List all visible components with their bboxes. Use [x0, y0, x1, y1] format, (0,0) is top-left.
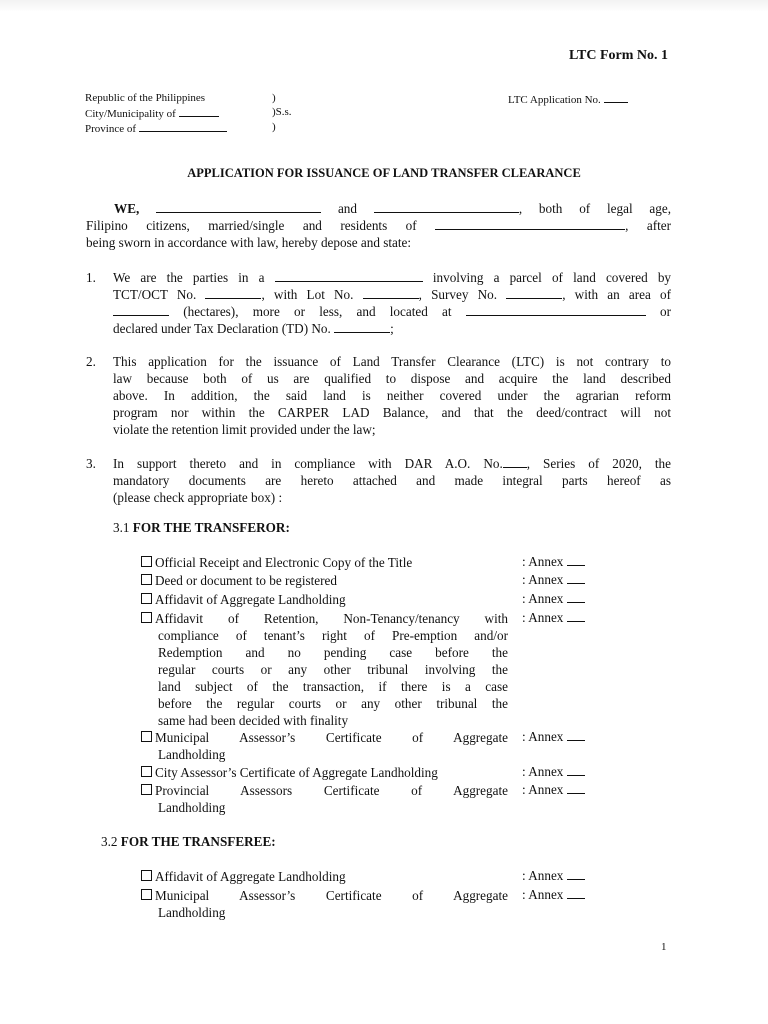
application-no-blank[interactable]	[604, 91, 628, 103]
annex-blank[interactable]	[567, 764, 585, 776]
document-label: Deed or document to be registered	[155, 573, 337, 588]
item-3-line-3: (please check appropriate box) :	[113, 490, 283, 505]
annex-label: : Annex	[522, 782, 564, 797]
checklist-item	[141, 572, 337, 590]
province-blank[interactable]	[139, 120, 227, 132]
item-2-line: This application for the issuance of Land Transfer Clearance (LTC) is not contrary to	[113, 354, 671, 369]
annex-field	[522, 782, 585, 798]
item-3-line-2: mandatory documents are hereto attached and made integral parts hereof as	[113, 473, 671, 488]
area-blank[interactable]	[113, 304, 169, 316]
annex-blank[interactable]	[567, 868, 585, 880]
annex-field	[522, 729, 585, 745]
annex-label: : Annex	[522, 572, 564, 587]
document-label-cont: Landholding	[158, 747, 226, 762]
we-label: WE,	[114, 201, 140, 216]
residence-label: Filipino citizens, married/single and residents of	[86, 218, 417, 233]
checkbox[interactable]	[141, 784, 152, 795]
section-title: FOR THE TRANSFEREE:	[120, 834, 276, 849]
after-label: , after	[625, 218, 672, 233]
document-label-cont: Landholding	[158, 905, 226, 920]
document-label-cont: same had been decided with finality	[158, 713, 349, 728]
item-1-text: declared under Tax Declaration (TD) No.	[113, 321, 331, 336]
item-3-number: 3.	[86, 456, 96, 471]
residence-blank[interactable]	[435, 218, 625, 230]
item-1-text: , with an area of	[562, 287, 671, 302]
checklist-item	[141, 764, 438, 782]
checklist-item	[141, 729, 508, 747]
item-1-text: , Survey No.	[418, 287, 498, 302]
form-number: LTC Form No. 1	[568, 48, 668, 63]
party2-blank[interactable]	[374, 201, 519, 213]
section-number: 3.1	[113, 520, 130, 535]
annex-field	[522, 868, 585, 884]
annex-label: : Annex	[522, 868, 564, 883]
item-1-text: involving a parcel of land covered by	[432, 270, 672, 285]
checkbox[interactable]	[141, 556, 152, 567]
checkbox[interactable]	[141, 593, 152, 604]
ao-no-blank[interactable]	[503, 456, 527, 468]
document-label: Affidavit of Aggregate Landholding	[155, 592, 346, 607]
checklist-item	[141, 610, 508, 628]
document-label-cont: before the regular courts or any other tribunal the	[158, 696, 508, 711]
checklist-item	[141, 554, 412, 572]
item-1-text: , with Lot No.	[261, 287, 354, 302]
document-label: City Assessor’s Certificate of Aggregate Landholding	[155, 765, 438, 780]
annex-label: : Annex	[522, 887, 564, 902]
both-legal-age: , both of legal age,	[518, 201, 672, 216]
transferee-heading	[101, 834, 276, 850]
paren-bottom: )	[272, 121, 276, 133]
annex-label: : Annex	[522, 591, 564, 606]
annex-label: : Annex	[522, 764, 564, 779]
page-number: 1	[661, 941, 667, 953]
item-1-number: 1.	[86, 270, 96, 285]
transaction-type-blank[interactable]	[275, 270, 423, 282]
intro-line-1	[86, 200, 671, 218]
intro-line-2	[86, 217, 671, 235]
annex-blank[interactable]	[567, 887, 585, 899]
item-1-line-4	[113, 320, 394, 338]
republic-label: Republic of the Philippines	[85, 92, 206, 104]
transferor-heading	[113, 520, 290, 536]
annex-blank[interactable]	[567, 729, 585, 741]
item-1-line-3	[113, 303, 671, 321]
annex-field	[522, 554, 585, 570]
item-2-number: 2.	[86, 354, 96, 369]
document-label: Official Receipt and Electronic Copy of the Title	[155, 555, 413, 570]
document-label-cont: Landholding	[158, 800, 226, 815]
province-label: Province of	[85, 123, 137, 135]
item-2-line: above. In addition, the said land is neither covered under the agrarian reform	[113, 388, 671, 403]
document-label: Municipal Assessor’s Certificate of Aggregate	[155, 730, 508, 745]
tct-no-blank[interactable]	[205, 287, 261, 299]
location-blank[interactable]	[466, 304, 646, 316]
item-1-text: or	[660, 304, 672, 319]
checkbox[interactable]	[141, 889, 152, 900]
city-label: City/Municipality of	[85, 108, 176, 120]
annex-field	[522, 887, 585, 903]
checkbox[interactable]	[141, 766, 152, 777]
item-1-text: We are the parties in a	[113, 270, 265, 285]
annex-field	[522, 610, 585, 626]
item-1-line-2	[113, 286, 671, 304]
annex-field	[522, 572, 585, 588]
annex-field	[522, 764, 585, 780]
and-label: and	[337, 201, 357, 216]
annex-blank[interactable]	[567, 591, 585, 603]
annex-blank[interactable]	[567, 782, 585, 794]
item-2-line: violate the retention limit provided under the law;	[113, 422, 376, 437]
document-label: Municipal Assessor’s Certificate of Aggregate	[155, 888, 508, 903]
item-1-line-1	[113, 269, 671, 287]
annex-label: : Annex	[522, 729, 564, 744]
item-1-text: ;	[390, 321, 394, 336]
checklist-item	[141, 782, 508, 800]
document-label-cont: compliance of tenant’s right of Pre-emption and/or	[158, 628, 508, 643]
city-blank[interactable]	[179, 105, 219, 117]
checkbox[interactable]	[141, 731, 152, 742]
item-3-text: , Series of 2020, the	[526, 456, 671, 471]
item-3-line-1	[113, 455, 671, 473]
survey-no-blank[interactable]	[506, 287, 562, 299]
application-no-label: LTC Application No.	[508, 94, 601, 106]
item-1-text: (hectares), more or less, and located at	[183, 304, 452, 319]
annex-label: : Annex	[522, 610, 564, 625]
document-label-cont: land subject of the transaction, if there is a case	[158, 679, 508, 694]
annex-blank[interactable]	[567, 610, 585, 622]
item-2-line: program nor within the CARPER LAD Balance, and that the deed/contract will not	[113, 405, 671, 420]
document-label: Affidavit of Retention, Non-Tenancy/tenancy with	[155, 611, 508, 626]
checkbox[interactable]	[141, 612, 152, 623]
document-title: APPLICATION FOR ISSUANCE OF LAND TRANSFER CLEARANCE	[187, 166, 581, 180]
party1-blank[interactable]	[156, 201, 321, 213]
republic-line	[85, 91, 205, 106]
ss-label: )S.s.	[272, 106, 292, 118]
item-2-line: law because both of us are qualified to dispose and acquire the land described	[113, 371, 671, 386]
document-label: Provincial Assessors Certificate of Aggregate	[155, 783, 508, 798]
document-label-cont: Redemption and no pending case before the	[158, 645, 508, 660]
checklist-item	[141, 591, 346, 609]
annex-label: : Annex	[522, 554, 564, 569]
checkbox[interactable]	[141, 870, 152, 881]
item-1-text: TCT/OCT No.	[113, 287, 197, 302]
annex-blank[interactable]	[567, 554, 585, 566]
checkbox[interactable]	[141, 574, 152, 585]
annex-field	[522, 591, 585, 607]
section-number: 3.2	[101, 834, 118, 849]
lot-no-blank[interactable]	[363, 287, 419, 299]
intro-line-3: being sworn in accordance with law, hereby depose and state:	[86, 235, 412, 250]
application-no-line	[508, 91, 628, 108]
checklist-item	[141, 887, 508, 905]
item-3-text: In support thereto and in compliance with DAR A.O. No.	[113, 456, 503, 471]
section-title: FOR THE TRANSFEROR:	[132, 520, 290, 535]
province-line	[85, 120, 227, 137]
checklist-item	[141, 868, 346, 886]
td-no-blank[interactable]	[334, 321, 390, 333]
document-label: Affidavit of Aggregate Landholding	[155, 869, 346, 884]
paren-top: )	[272, 92, 276, 104]
annex-blank[interactable]	[567, 572, 585, 584]
document-label-cont: regular courts or any other tribunal involving the	[158, 662, 508, 677]
